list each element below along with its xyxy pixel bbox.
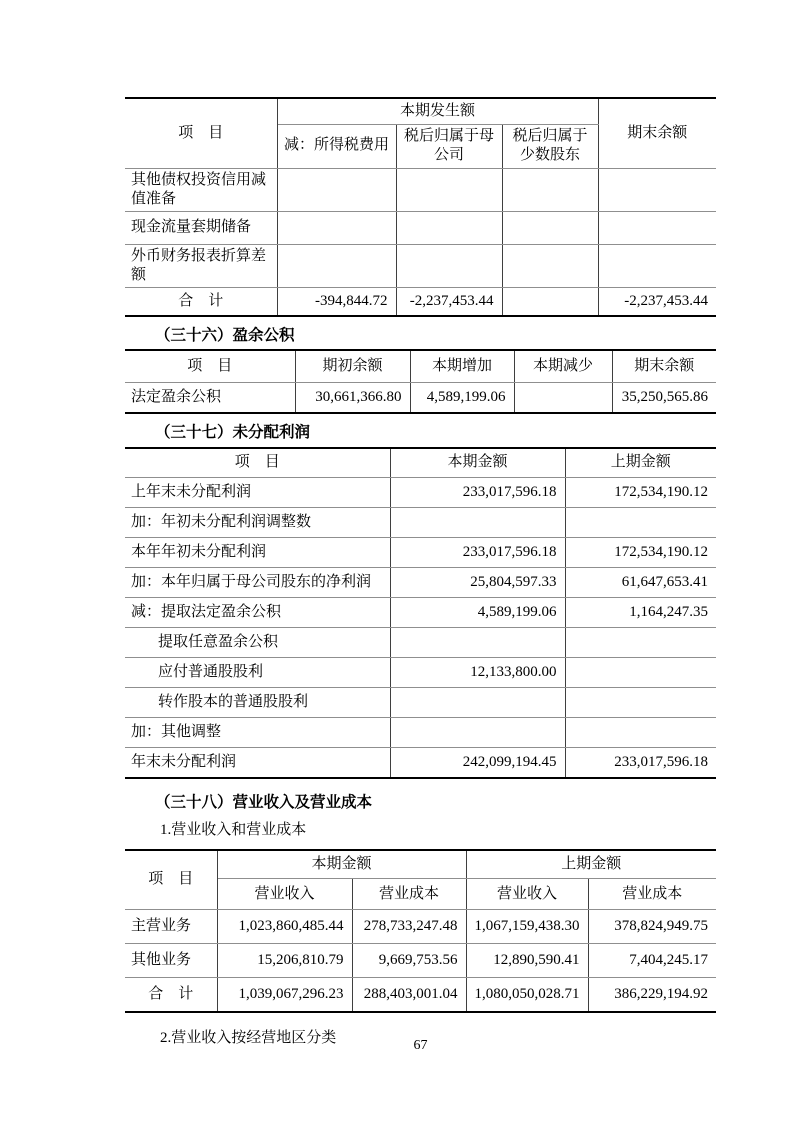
amount-cell: 35,250,565.86 <box>612 382 716 413</box>
table-row <box>125 748 716 778</box>
row-label: 转作股本的普通股股利 <box>125 688 390 718</box>
amount-cell: 25,804,597.33 <box>390 568 565 598</box>
surplus-reserve-table <box>125 349 716 414</box>
table-row <box>125 628 716 658</box>
row-label: 上年末未分配利润 <box>125 478 390 508</box>
table-row <box>125 538 716 568</box>
column-header-item: 项 目 <box>125 850 217 910</box>
amount-cell <box>390 688 565 718</box>
row-label: 外币财务报表折算差额 <box>125 244 277 287</box>
row-label: 其他债权投资信用减值准备 <box>125 168 277 211</box>
column-header-revenue-prior: 营业收入 <box>466 879 588 910</box>
amount-cell <box>598 168 716 211</box>
total-row <box>125 978 716 1012</box>
subsection-2-heading: 2.营业收入按经营地区分类 <box>160 1029 337 1046</box>
amount-cell <box>390 628 565 658</box>
row-label-total: 合 计 <box>125 978 217 1012</box>
amount-cell <box>390 718 565 748</box>
table-row <box>125 478 716 508</box>
table-row <box>125 508 716 538</box>
amount-cell: 1,080,050,028.71 <box>466 978 588 1012</box>
amount-cell: -2,237,453.44 <box>396 288 502 316</box>
column-header-item: 项 目 <box>125 448 390 478</box>
column-header-current-group: 本期金额 <box>217 850 466 879</box>
amount-cell: 7,404,245.17 <box>588 944 716 978</box>
table-row <box>125 168 716 211</box>
amount-cell <box>277 168 396 211</box>
amount-cell <box>502 211 598 244</box>
column-header-cost-prior: 营业成本 <box>588 879 716 910</box>
row-label: 提取任意盈余公积 <box>125 628 390 658</box>
column-header-period-increase: 本期增加 <box>410 350 514 382</box>
amount-cell: 278,733,247.48 <box>352 910 466 944</box>
column-header-current-amount: 本期金额 <box>390 448 565 478</box>
amount-cell <box>598 244 716 287</box>
amount-cell: 233,017,596.18 <box>390 538 565 568</box>
amount-cell: 12,890,590.41 <box>466 944 588 978</box>
amount-cell: 233,017,596.18 <box>565 748 716 778</box>
row-label: 加：其他调整 <box>125 718 390 748</box>
amount-cell: 4,589,199.06 <box>410 382 514 413</box>
amount-cell <box>598 211 716 244</box>
table-row <box>125 718 716 748</box>
amount-cell <box>514 382 612 413</box>
total-row <box>125 288 716 316</box>
amount-cell: 1,164,247.35 <box>565 598 716 628</box>
table-row <box>125 211 716 244</box>
amount-cell: -394,844.72 <box>277 288 396 316</box>
amount-cell: 12,133,800.00 <box>390 658 565 688</box>
amount-cell: 1,023,860,485.44 <box>217 910 352 944</box>
undistributed-profit-table <box>125 447 716 779</box>
amount-cell <box>565 718 716 748</box>
section-38-heading: （三十八）营业收入及营业成本 <box>155 793 373 811</box>
table-header-row <box>125 850 716 879</box>
amount-cell: 1,067,159,438.30 <box>466 910 588 944</box>
amount-cell <box>277 211 396 244</box>
amount-cell: 288,403,001.04 <box>352 978 466 1012</box>
amount-cell <box>565 508 716 538</box>
current-period-amount-table <box>125 97 716 317</box>
amount-cell: 30,661,366.80 <box>295 382 410 413</box>
amount-cell <box>502 244 598 287</box>
table-row <box>125 244 716 287</box>
amount-cell <box>396 168 502 211</box>
column-header-ending-balance: 期末余额 <box>612 350 716 382</box>
section-37-heading: （三十七）未分配利润 <box>155 424 311 442</box>
column-header-prior-amount: 上期金额 <box>565 448 716 478</box>
amount-cell: 9,669,753.56 <box>352 944 466 978</box>
amount-cell <box>390 508 565 538</box>
column-header-cost-current: 营业成本 <box>352 879 466 910</box>
column-header-less-income-tax: 减：所得税费用 <box>277 124 396 168</box>
table-row <box>125 568 716 598</box>
column-header-current-period-group: 本期发生额 <box>277 98 598 124</box>
amount-cell: 15,206,810.79 <box>217 944 352 978</box>
amount-cell <box>502 168 598 211</box>
table-row <box>125 688 716 718</box>
row-label: 加：本年归属于母公司股东的净利润 <box>125 568 390 598</box>
row-label: 加：年初未分配利润调整数 <box>125 508 390 538</box>
revenue-cost-table <box>125 849 716 1013</box>
amount-cell <box>396 244 502 287</box>
amount-cell <box>565 688 716 718</box>
amount-cell: 378,824,949.75 <box>588 910 716 944</box>
column-header-after-tax-parent: 税后归属于母公司 <box>396 124 502 168</box>
table-row <box>125 598 716 628</box>
amount-cell <box>277 244 396 287</box>
table-header-row <box>125 98 716 124</box>
amount-cell: 386,229,194.92 <box>588 978 716 1012</box>
amount-cell: 61,647,653.41 <box>565 568 716 598</box>
row-label-total: 合 计 <box>125 288 277 316</box>
page-content <box>125 97 716 1056</box>
amount-cell: 242,099,194.45 <box>390 748 565 778</box>
amount-cell <box>502 288 598 316</box>
column-header-period-decrease: 本期减少 <box>514 350 612 382</box>
row-label: 减：提取法定盈余公积 <box>125 598 390 628</box>
row-label: 法定盈余公积 <box>125 382 295 413</box>
amount-cell: 172,534,190.12 <box>565 478 716 508</box>
amount-cell <box>565 628 716 658</box>
row-label: 本年年初未分配利润 <box>125 538 390 568</box>
table-row <box>125 944 716 978</box>
subsection-1-heading: 1.营业收入和营业成本 <box>160 821 307 838</box>
amount-cell: -2,237,453.44 <box>598 288 716 316</box>
column-header-item: 项 目 <box>125 350 295 382</box>
column-header-item: 项 目 <box>125 98 277 168</box>
row-label: 其他业务 <box>125 944 217 978</box>
amount-cell <box>565 658 716 688</box>
section-36-heading: （三十六）盈余公积 <box>155 326 295 344</box>
row-label: 年末未分配利润 <box>125 748 390 778</box>
table-header-row <box>125 448 716 478</box>
amount-cell <box>396 211 502 244</box>
row-label: 现金流量套期储备 <box>125 211 277 244</box>
table-header-row <box>125 350 716 382</box>
amount-cell: 1,039,067,296.23 <box>217 978 352 1012</box>
table-row <box>125 910 716 944</box>
column-header-prior-group: 上期金额 <box>466 850 716 879</box>
row-label: 应付普通股股利 <box>125 658 390 688</box>
column-header-after-tax-minority: 税后归属于少数股东 <box>502 124 598 168</box>
amount-cell: 233,017,596.18 <box>390 478 565 508</box>
page-number: 67 <box>413 1038 428 1053</box>
column-header-opening-balance: 期初余额 <box>295 350 410 382</box>
column-header-revenue-current: 营业收入 <box>217 879 352 910</box>
table-row <box>125 382 716 413</box>
column-header-ending-balance: 期末余额 <box>598 98 716 168</box>
amount-cell: 172,534,190.12 <box>565 538 716 568</box>
table-row <box>125 658 716 688</box>
row-label: 主营业务 <box>125 910 217 944</box>
amount-cell: 4,589,199.06 <box>390 598 565 628</box>
